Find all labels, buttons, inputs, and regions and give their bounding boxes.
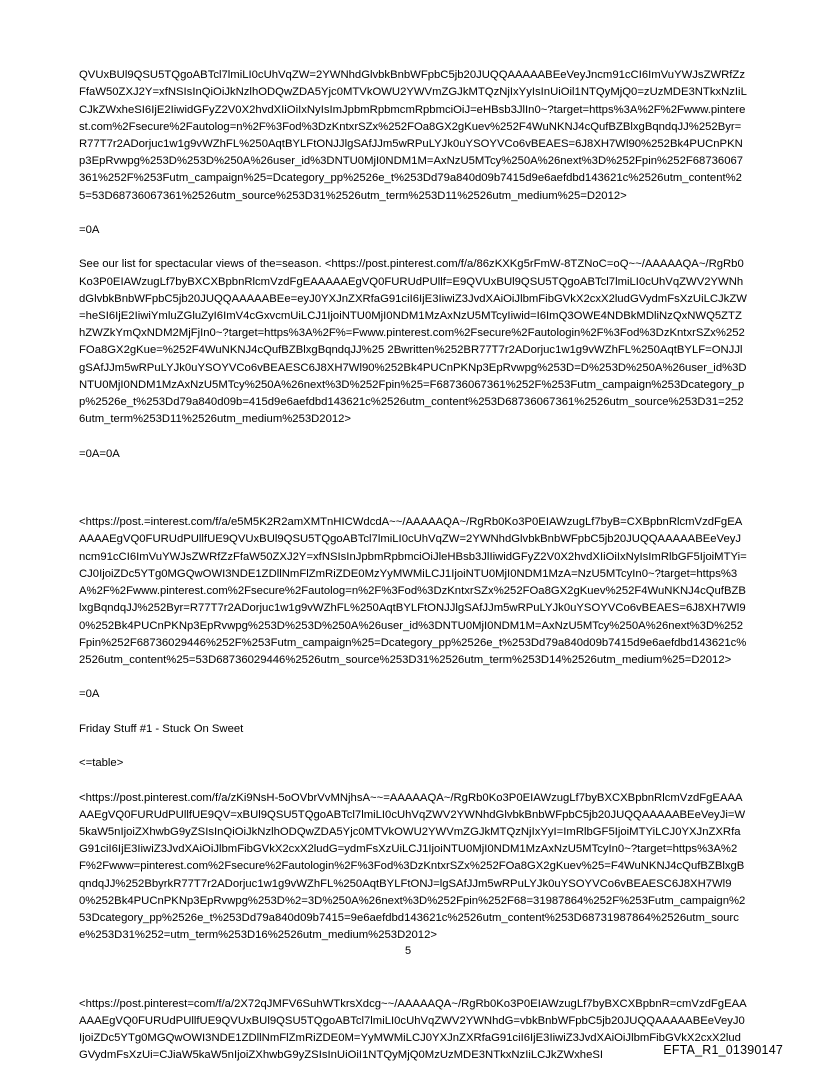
url-paragraph: <https://post.pinterest=com/f/a/2X72qJMFV6SuhWTkrsXdcg~~/AAAAAQA~/RgRb0Ko3P0EIAWzugLf7byBXCXBpbnR=cmVzdFgEAAAAAEgVQ0FURUdPUllfUE9QVUxBUl9QSU5TQgoABTcl7lmiLI0cUhVqZWV2YWNhdG=vbkBnbWFpbC5jb20JUQQAAAAABEeVeyJ0IjoiZDc5YTg0MGQwOWI3NDE1ZDllNmFlZmRiZDE0M=YyMWMiLCJ0YXJnZXRfaG91ciI6IjE3IiwiZ3JvdXAiOiJlbmFibGVkX2cxX2ludGVydmFsXzUi=CJiaW5kaW5nIjoiZXhwbG9yZSIsInUiOiI1NTQyMjQ0MzUzMDE3NTkxNzIiLCJkZWxheSI <box>79 997 747 1062</box>
season-views-paragraph: See our list for spectacular views of the=season. <https://post.pinterest.com/f/a/86zKXKg5rFmW-8TZNoC=oQ~~/AAAAAQA~/RgRb0Ko3P0EIAWzugLf7byBXCXBpbnRlcmVzdFgEAAAAAEgVQ0FURUdPUllf=E9QVUxBUl9QSU5TQgoABTcl7lmiLI0cUhVqZWV2YWNhdGlvbkBnbWFpbC5jb20JUQQAAAAABEe=eyJ0YXJnZXRfaG91ciI6IjE3IiwiZ3JvdXAiOiJlbmFibGVkX2cxX2ludGVydmFsXzUiLCJkZW=heSI6IjE2IiwiYmluZGluZyI6ImV4cGxvcmUiLCJ1IjoiNTU0MjI0NDM1MzAxNzU5MTcyIiwid=I6ImQ3OWE4NDBkMDliNzQxNWQ5ZTZhZWZkYmQxNDM2MjFjIn0~?target=https%3A%2F%=Fwww.pinterest.com%2Fsecure%2Fautologin%2F%3Fod%3DzKntxrSZx%252FOa8GX2gKue=%252F4WuNKNJ4cQufBZBlxgBqndqJJ%25 2Bwritten%252BR77T7r2ADorjuc1w1g9vWZhFL%250AqtBYLF=ONJJlgSAfJJm5wRPuLYJk0uYSOYVCo6vBEAESC6J8XH7Wl90%252Bk4PUCnPKNp3EpRvwpg%253D=D%253D%250A%26user_id%3DNTU0MjI0NDM1MzAxNzU5MTcy%250A%26next%3D%252Fpin%25=F68736067361%252F%253Futm_campaign%253Dcategory_pp%2526e_t%253Dd79a840d09b=415d9e6aefdbd143621c%2526utm_content%253D68736067361%2526utm_source%253D31=2526utm_term%253D11%2526utm_medium%253D2012> <box>79 258 747 426</box>
bates-number: EFTA_R1_01390147 <box>663 1043 783 1057</box>
paragraph-gap <box>79 480 747 497</box>
url-paragraph: <https://post.pinterest.com/f/a/zKi9NsH-5oOVbrVvMNjhsA~~=AAAAAQA~/RgRb0Ko3P0EIAWzugLf7byBXCXBpbnRlcmVzdFgEAAAAAEgVQ0FURUdPUllfUE9QV=xBUl9QSU5TQgoABTcl7lmiLI0cUhVqZWV2YWNhdGlvbkBnbWFpbC5jb20JUQQAAAAABEeVeyJi=W5kaW5nIjoiZXhwbG9yZSIsInQiOiJkNzlhODQwZDA5Yjc0MTVkOWU2YWVmZGJkMTQzNjIxYyI=ImRlbGF5IjoiMTYiLCJ0YXJnZXRfaG91ciI6IjE3IiwiZ3JvdXAiOiJlbmFibGVkX2cxX2ludG=ydmFsXzUiLCJ1IjoiNTU0MjI0NDM1MzAxNzU5MTcyIn0~?target=https%3A%2F%2Fwww=pinterest.com%2Fsecure%2Fautologin%2F%3Fod%3DzKntxrSZx%252FOa8GX2gKuev%25=F4WuNKNJ4cQufBZBlxgBqndqJJ%252BbyrkR77T7r2ADorjuc1w1g9vWZhFL%250AqtBYLFtONJ=lgSAfJJm5wRPuLYJk0uYSOYVCo6vBEAESC6J8XH7Wl90%252Bk4PUCnPKNp3EpRvwpg%253D%2=3D%250A%26next%3D%252Fpin%252F68=31987864%252F%253Futm_campaign%253Dcategory_pp%2526e_t%253Dd79a840d09b7415=9e6aefdbd143621c%2526utm_content%253D68731987864%2526utm_source%253D31%252=utm_term%253D16%2526utm_medium%253D2012> <box>79 791 746 942</box>
paragraph-gap <box>79 962 747 979</box>
encoded-line-break: =0A <box>79 688 100 701</box>
encoded-line-break: =0A=0A <box>79 447 120 460</box>
section-heading: Friday Stuff #1 - Stuck On Sweet <box>79 722 244 735</box>
encoded-line-break: =0A <box>79 224 100 237</box>
page-number: 5 <box>404 945 412 957</box>
document-body <box>79 50 747 1082</box>
url-paragraph: QVUxBUl9QSU5TQgoABTcl7lmiLI0cUhVqZW=2YWNhdGlvbkBnbWFpbC5jb20JUQQAAAAABEeVeyJncm91cCI6ImVuYWJsZWRfZzFfaW50ZXJ2Y=xfNSIsInQiOiJkNzlhODQwZDA5Yjc0MTVkOWU2YWVmZGJkMTQzNjIxYyIsInUiOil1NTQyMjQ0=zUzMDE3NTkxNzIiLCJkZWxheSI6IjE2IiwidGFyZ2V0X2hvdXIiOiIxNyIsImJpbmRpbmcmRpbmciOiJ=eHBsb3JlIn0~?target=https%3A%2F%2Fwww.pinterest.com%2Fsecure%2Fautolog=n%2F%3Fod%3DzKntxrSZx%252FOa8GX2gKuev%252F4WuNKNJ4cQufBZBlxgBqndqJJ%252Byr=R77T7r2ADorjuc1w1g9vWZhFL%250AqtBYLFtONJJlgSAfJJm5wRPuLYJk0uYSOYVCo6vBEAES=6J8XH7Wl90%252Bk4PUCnPKNp3EpRvwpg%253D%253D%250A%26user_id%3DNTU0MjI0NDM1M=AxNzU5MTcy%250A%26next%3D%252Fpin%252F68736067361%252F%253Futm_campaign%25=Dcategory_pp%2526e_t%253Dd79a840d09b7415d9e6aefdbd143621c%2526utm_content%25=53D68736067361%2526utm_source%253D31%2526utm_term%253D11%2526utm_medium%25=D2012> <box>79 69 747 202</box>
table-tag-line: <=table> <box>79 757 124 770</box>
url-paragraph: <https://post.=interest.com/f/a/e5M5K2R2amXMTnHICWdcdA~~/AAAAAQA~/RgRb0Ko3P0EIAWzugLf7byB=CXBpbnRlcmVzdFgEAAAAAEgVQ0FURUdPUllfUE9QVUxBUl9QSU5TQgoABTcl7lmiLI0cUhVqZW=2YWNhdGlvbkBnbWFpbC5jb20JUQQAAAAABEeVeyJncm91cCI6ImVuYWJsZWRfZzFfaW50ZXJ2Y=xfNSIsInJpbmRpbmciOiJleHBsb3JlIiwidGFyZ2V0X2hvdXIiOiIxNyIsImRlbGF5IjoiMTYi=CJ0IjoiZDc5YTg0MGQwOWI3NDE1ZDllNmFlZmRiZDE0MzYyMWMiLCJ1IjoiNTU0MjI0NDM1MzA=NzU5MTcyIn0~?target=https%3A%2F%2Fwww.pinterest.com%2Fsecure%2Fautolog=n%2F%3Fod%3DzKntxrSZx%252FOa8GX2gKuev%252F4WuNKNJ4cQufBZBlxgBqndqJJ%252Byr=R77T7r2ADorjuc1w1g9vWZhFL%250AqtBYLFtONJJlgSAfJJm5wRPuLYJk0uYSOYVCo6vBEAES=6J8XH7Wl90%252Bk4PUCnPKNp3EpRvwpg%253D%253D%250A%26user_id%3DNTU0MjI0NDM1M=AxNzU5MTcy%250A%26next%3D%252Fpin%252F68736029446%252F%253Futm_campaign%25=Dcategory_pp%2526e_t%253Dd79a840d09b7415d9e6aefdbd143621c%2526utm_content%25=53D68736029446%2526utm_source%253D31%2526utm_term%253D14%2526utm_medium%25=D2012> <box>79 516 747 666</box>
